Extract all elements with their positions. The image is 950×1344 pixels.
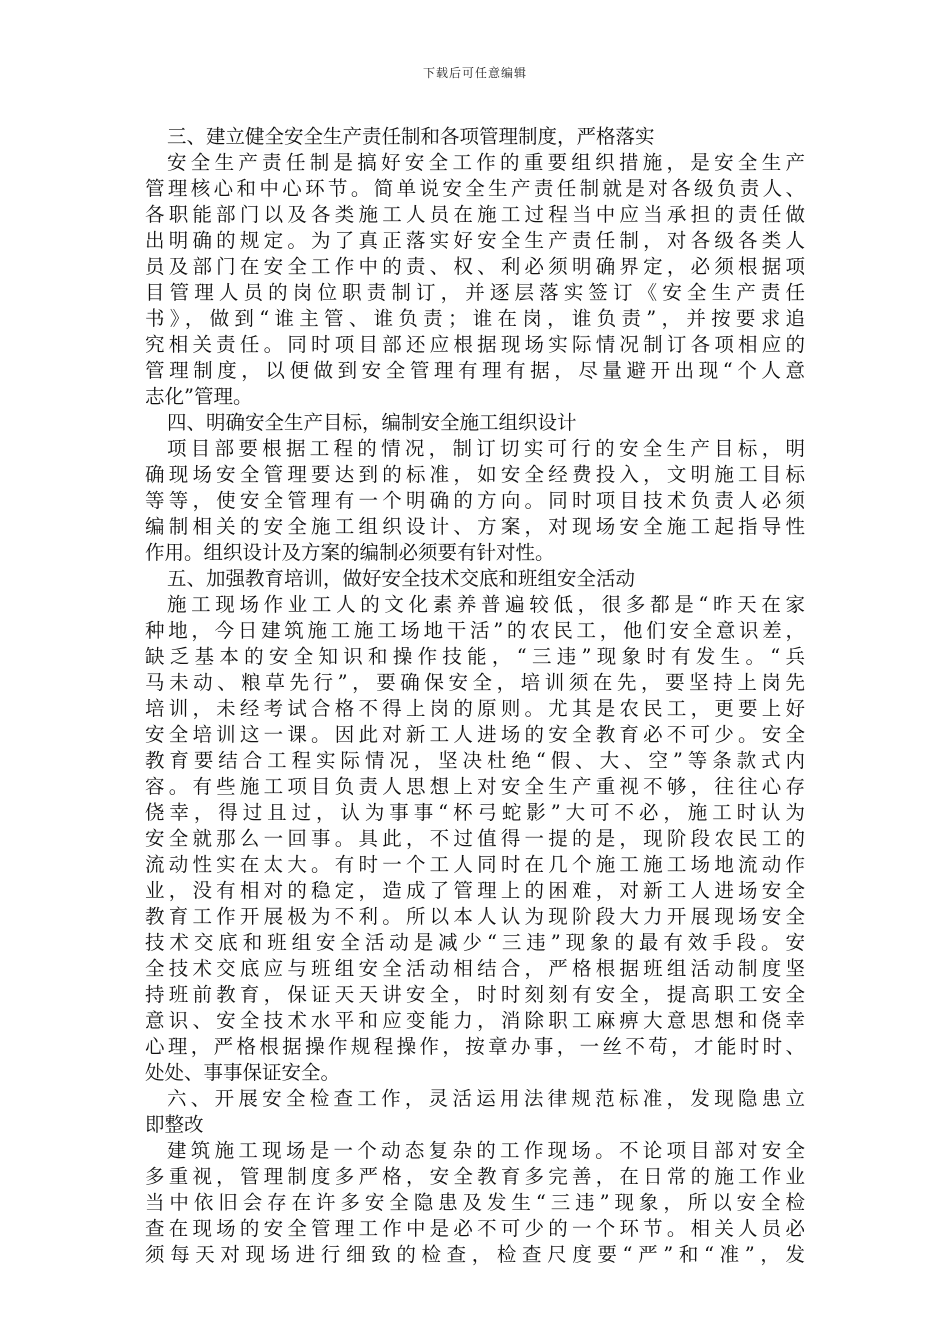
paragraph-line: 技术交底和班组安全活动是减少“三违”现象的最有效手段。安 [145,931,805,954]
paragraph-line: 目管理人员的岗位职责制订，并逐层落实签订《安全生产责任 [145,281,805,304]
paragraph-first-line: 建筑施工现场是一个动态复杂的工作现场。不论项目部对安全 [167,1139,805,1162]
paragraph-line: 志化”管理。 [145,385,253,408]
paragraph-line: 等等，使安全管理有一个明确的方向。同时项目技术负责人必须 [145,489,805,512]
paragraph-line: 各职能部门以及各类施工人员在施工过程当中应当承担的责任做 [145,203,805,226]
paragraph-line: 意识、安全技术水平和应变能力，消除职工麻痹大意思想和侥幸 [145,1009,805,1032]
paragraph-line: 编制相关的安全施工组织设计、方案，对现场安全施工起指导性 [145,515,805,538]
paragraph-line: 业，没有相对的稳定，造成了管理上的困难，对新工人进场安全 [145,879,805,902]
paragraph-first-line: 五、加强教育培训，做好安全技术交底和班组安全活动 [167,567,636,590]
page-header: 下载后可任意编辑 [422,66,527,80]
paragraph-line: 安全就那么一回事。具此，不过值得一提的是，现阶段农民工的 [145,827,805,850]
document-body [145,124,805,1268]
paragraph-line: 究相关责任。同时项目部还应根据现场实际情况制订各项相应的 [145,333,805,356]
paragraph-line: 容。有些施工项目负责人思想上对安全生产重视不够，往往心存 [145,775,805,798]
paragraph-line: 种地，今日建筑施工施工场地干活”的农民工，他们安全意识差， [145,619,805,642]
paragraph-first-line: 施工现场作业工人的文化素养普遍较低，很多都是“昨天在家 [167,593,805,616]
paragraph-line: 全技术交底应与班组安全活动相结合，严格根据班组活动制度坚 [145,957,805,980]
paragraph-line: 管理制度，以便做到安全管理有理有据，尽量避开出现“个人意 [145,359,805,382]
paragraph-line: 员及部门在安全工作中的责、权、利必须明确界定，必须根据项 [145,255,805,278]
paragraph-first-line: 安全生产责任制是搞好安全工作的重要组织措施，是安全生产 [167,151,805,174]
paragraph-line: 作用。组织设计及方案的编制必须要有针对性。 [145,541,555,564]
paragraph-line: 多重视，管理制度多严格，安全教育多完善，在日常的施工作业 [145,1165,805,1188]
paragraph-line: 查在现场的安全管理工作中是必不可少的一个环节。相关人员必 [145,1217,805,1240]
paragraph-line: 管理核心和中心环节。简单说安全生产责任制就是对各级负责人、 [145,177,805,200]
paragraph-line: 马未动、粮草先行”，要确保安全，培训须在先，要坚持上岗先 [145,671,805,694]
paragraph-line: 教育工作开展极为不利。所以本人认为现阶段大力开展现场安全 [145,905,805,928]
paragraph-first-line: 四、明确安全生产目标，编制安全施工组织设计 [167,411,577,434]
paragraph-line: 侥幸，得过且过，认为事事“杯弓蛇影”大可不必，施工时认为 [145,801,805,824]
paragraph-first-line: 项目部要根据工程的情况，制订切实可行的安全生产目标，明 [167,437,805,460]
paragraph-line: 持班前教育，保证天天讲安全，时时刻刻有安全，提高职工安全 [145,983,805,1006]
paragraph-first-line: 三、建立健全安全生产责任制和各项管理制度，严格落实 [167,125,655,148]
paragraph-line: 出明确的规定。为了真正落实好安全生产责任制，对各级各类人 [145,229,805,252]
paragraph-line: 即整改 [145,1113,204,1136]
paragraph-line: 教育要结合工程实际情况，坚决杜绝“假、大、空”等条款式内 [145,749,805,772]
paragraph-line: 书》，做到“谁主管、谁负责；谁在岗，谁负责”，并按要求追 [145,307,805,330]
paragraph-line: 确现场安全管理要达到的标准，如安全经费投入，文明施工目标 [145,463,805,486]
paragraph-line: 流动性实在太大。有时一个工人同时在几个施工施工场地流动作 [145,853,805,876]
paragraph-line: 处处、事事保证安全。 [145,1061,341,1084]
paragraph-line: 当中依旧会存在许多安全隐患及发生“三违”现象，所以安全检 [145,1191,805,1214]
paragraph-first-line: 六、开展安全检查工作，灵活运用法律规范标准，发现隐患立 [167,1087,805,1110]
paragraph-line: 培训，未经考试合格不得上岗的原则。尤其是农民工，更要上好 [145,697,805,720]
paragraph-line: 心理，严格根据操作规程操作，按章办事，一丝不苟，才能时时、 [145,1035,805,1058]
paragraph-line: 安全培训这一课。因此对新工人进场的安全教育必不可少。安全 [145,723,805,746]
paragraph-line: 缺乏基本的安全知识和操作技能，“三违”现象时有发生。“兵 [145,645,805,668]
paragraph-line: 须每天对现场进行细致的检查，检查尺度要“严”和“准”，发 [145,1243,805,1266]
